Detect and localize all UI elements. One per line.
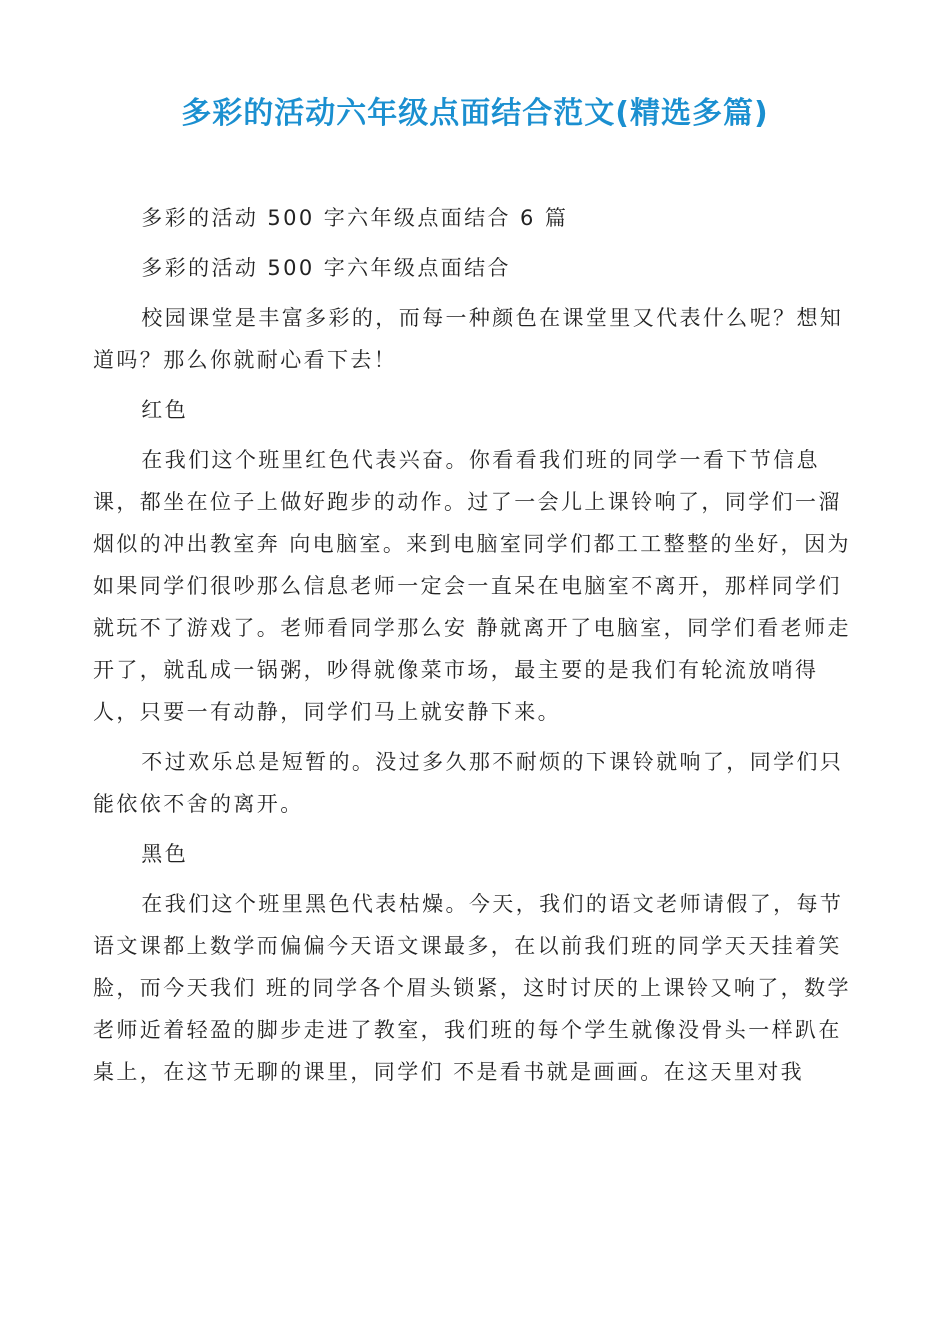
subtitle-paragraph: 多彩的活动 500 字六年级点面结合 6 篇: [141, 206, 569, 230]
joy-paragraph: 不过欢乐总是短暂的。没过多久那不耐烦的下课铃就响了，同学们只能依依不舍的离开。: [93, 750, 844, 816]
black-paragraph: 在我们这个班里黑色代表枯燥。今天，我们的语文老师请假了，每节语文课都上数学而偏偏今天语文课最多，在以前我们班的同学天天挂着笑脸，而今天我们 班的同学各个眉头锁紧，这时讨厌的上课铃又响了，数学老师近着轻盈的脚步走进了教室，我们班的每个学生就像没骨头一样趴在桌上，在这节无聊的课里，同学们 不是看书就是画画。在这天里对我: [93, 892, 851, 1084]
subheading-paragraph: 多彩的活动 500 字六年级点面结合: [141, 256, 511, 280]
document-title: 多彩的活动六年级点面结合范文(精选多篇): [181, 96, 769, 131]
intro-paragraph: 校园课堂是丰富多彩的，而每一种颜色在课堂里又代表什么呢？想知道吗？那么你就耐心看下去！: [93, 306, 844, 372]
section-heading-red: 红色: [141, 398, 189, 422]
section-heading-black: 黑色: [141, 842, 189, 866]
document-body: [93, 197, 858, 1101]
red-paragraph: 在我们这个班里红色代表兴奋。你看看我们班的同学一看下节信息课，都坐在位子上做好跑步的动作。过了一会儿上课铃响了，同学们一溜烟似的冲出教室奔 向电脑室。来到电脑室同学们都工工整整的坐好，因为如果同学们很吵那么信息老师一定会一直呆在电脑室不离开，那样同学们就玩不了游戏了。老师看同学那么安 静就离开了电脑室，同学们看老师走开了，就乱成一锅粥，吵得就像菜市场，最主要的是我们有轮流放哨得人，只要一有动静，同学们马上就安静下来。: [93, 448, 851, 724]
